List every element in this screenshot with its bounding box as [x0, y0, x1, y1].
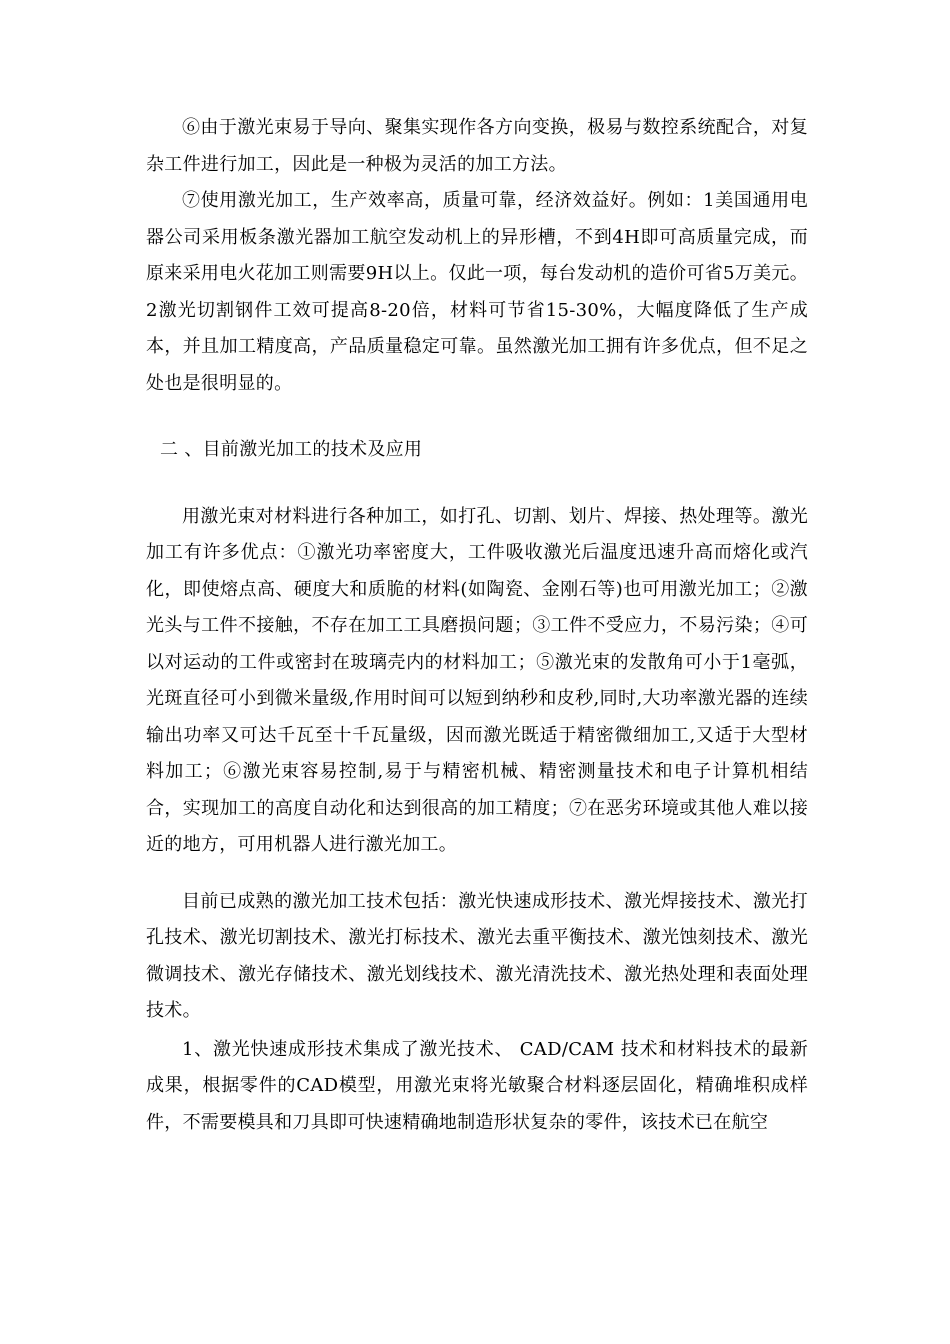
document-body	[146, 110, 808, 1141]
paragraph-rapid-prototyping: 1、激光快速成形技术集成了激光技术、 CAD/CAM 技术和材料技术的最新成果，根据零件的CAD模型，用激光束将光敏聚合材料逐层固化，精确堆积成样件，不需要模具和刀具即可快速精确地制造形状复杂的零件，该技术已在航空	[146, 1038, 808, 1133]
spacer	[146, 469, 808, 499]
section-heading: 二 、目前激光加工的技术及应用	[160, 439, 423, 460]
paragraph-advantages: 用激光束对材料进行各种加工，如打孔、切割、划片、焊接、热处理等。激光加工有许多优点：①激光功率密度大，工件吸收激光后温度迅速升高而熔化或汽化，即使熔点高、硬度大和质脆的材料(如陶瓷、金刚石等)也可用激光加工；②激光头与工件不接触，不存在加工工具磨损问题；③工件不受应力，不易污染；④可以对运动的工件或密封在玻璃壳内的材料加工；⑤激光束的发散角可小于1毫弧，光斑直径可小到微米量级,作用时间可以短到纳秒和皮秒,同时,大功率激光器的连续输出功率又可达千瓦至十千瓦量级，因而激光既适于精密微细加工,又适于大型材料加工；⑥激光束容易控制,易于与精密机械、精密测量技术和电子计算机相结合，实现加工的高度自动化和达到很高的加工精度；⑦在恶劣环境或其他人难以接近的地方，可用机器人进行激光加工。	[146, 505, 808, 855]
spacer	[146, 402, 808, 432]
paragraph-flexibility: ⑥由于激光束易于导向、聚集实现作各方向变换，极易与数控系统配合，对复杂工件进行加工，因此是一种极为灵活的加工方法。	[146, 117, 808, 175]
spacer	[146, 864, 808, 884]
paragraph-technologies: 目前已成熟的激光加工技术包括：激光快速成形技术、激光焊接技术、激光打孔技术、激光切割技术、激光打标技术、激光去重平衡技术、激光蚀刻技术、激光微调技术、激光存储技术、激光划线技术、激光清洗技术、激光热处理和表面处理技术。	[146, 890, 808, 1021]
paragraph-efficiency: ⑦使用激光加工，生产效率高，质量可靠，经济效益好。例如：1美国通用电器公司采用板条激光器加工航空发动机上的异形槽，不到4H即可高质量完成，而原来采用电火花加工则需要9H以上。仅此一项，每台发动机的造价可省5万美元。2激光切割钢件工效可提高8-20倍，材料可节省15-30%，大幅度降低了生产成本，并且加工精度高，产品质量稳定可靠。虽然激光加工拥有许多优点，但不足之处也是很明显的。	[146, 190, 808, 394]
